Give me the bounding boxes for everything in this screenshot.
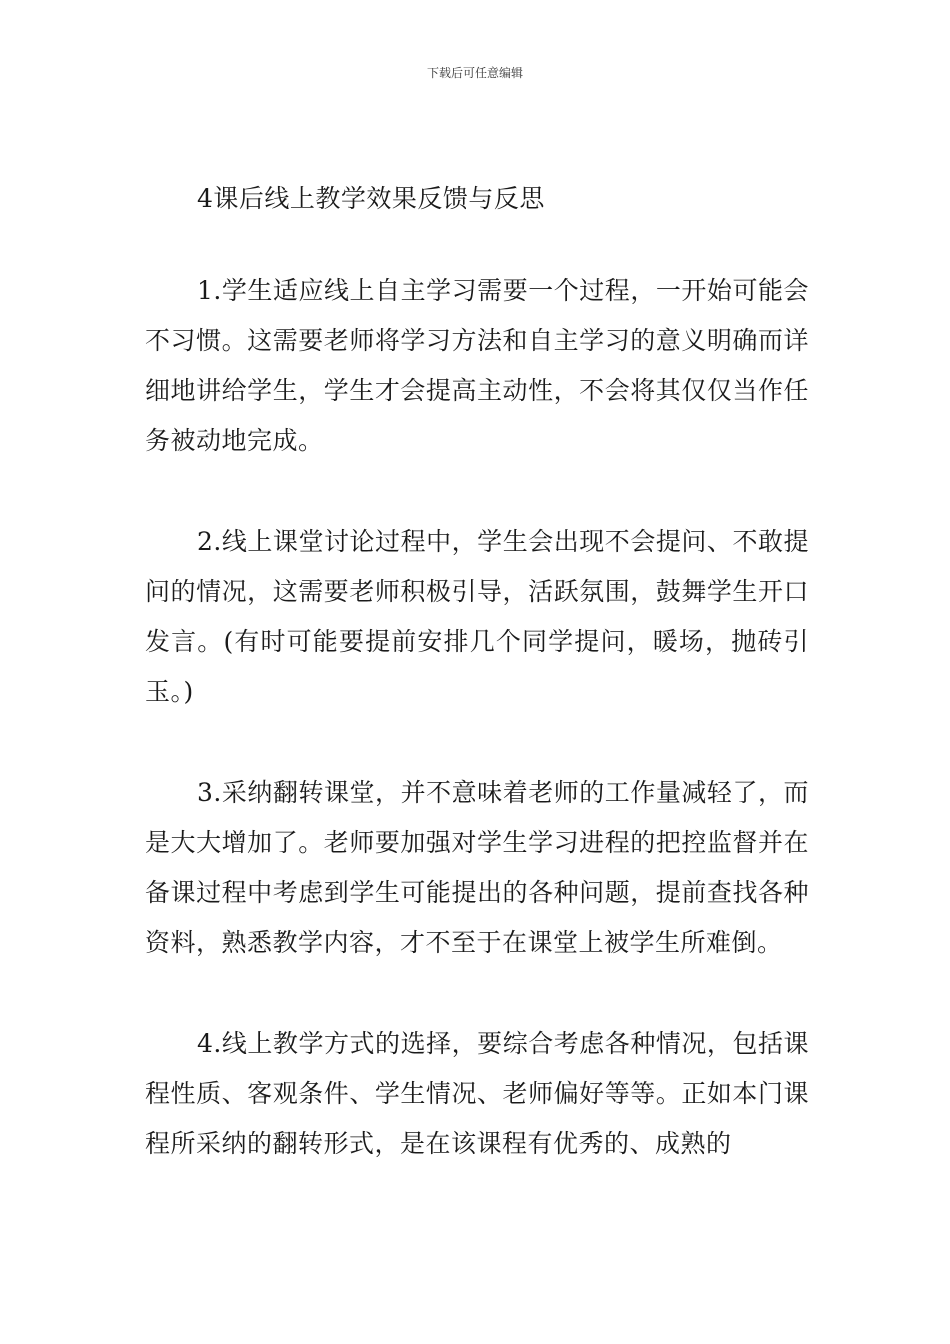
paragraph-4: 4.线上教学方式的选择，要综合考虑各种情况，包括课程性质、客观条件、学生情况、老师偏好等等。正如本门课程所采纳的翻转形式，是在该课程有优秀的、成熟的 <box>145 1029 809 1158</box>
paragraph-2: 2.线上课堂讨论过程中，学生会出现不会提问、不敢提问的情况，这需要老师积极引导，活跃氛围，鼓舞学生开口发言。(有时可能要提前安排几个同学提问，暖场，抛砖引玉。) <box>145 527 809 706</box>
document-body <box>145 174 809 1220</box>
page-header-note: 下载后可任意编辑 <box>426 66 523 80</box>
section-heading: 4课后线上教学效果反馈与反思 <box>197 184 545 213</box>
paragraph-1: 1.学生适应线上自主学习需要一个过程，一开始可能会不习惯。这需要老师将学习方法和自主学习的意义明确而详细地讲给学生，学生才会提高主动性，不会将其仅仅当作任务被动地完成。 <box>145 276 809 455</box>
paragraph-3: 3.采纳翻转课堂，并不意味着老师的工作量减轻了，而是大大增加了。老师要加强对学生学习进程的把控监督并在备课过程中考虑到学生可能提出的各种问题，提前查找各种资料，熟悉教学内容，才不至于在课堂上被学生所难倒。 <box>145 778 809 957</box>
